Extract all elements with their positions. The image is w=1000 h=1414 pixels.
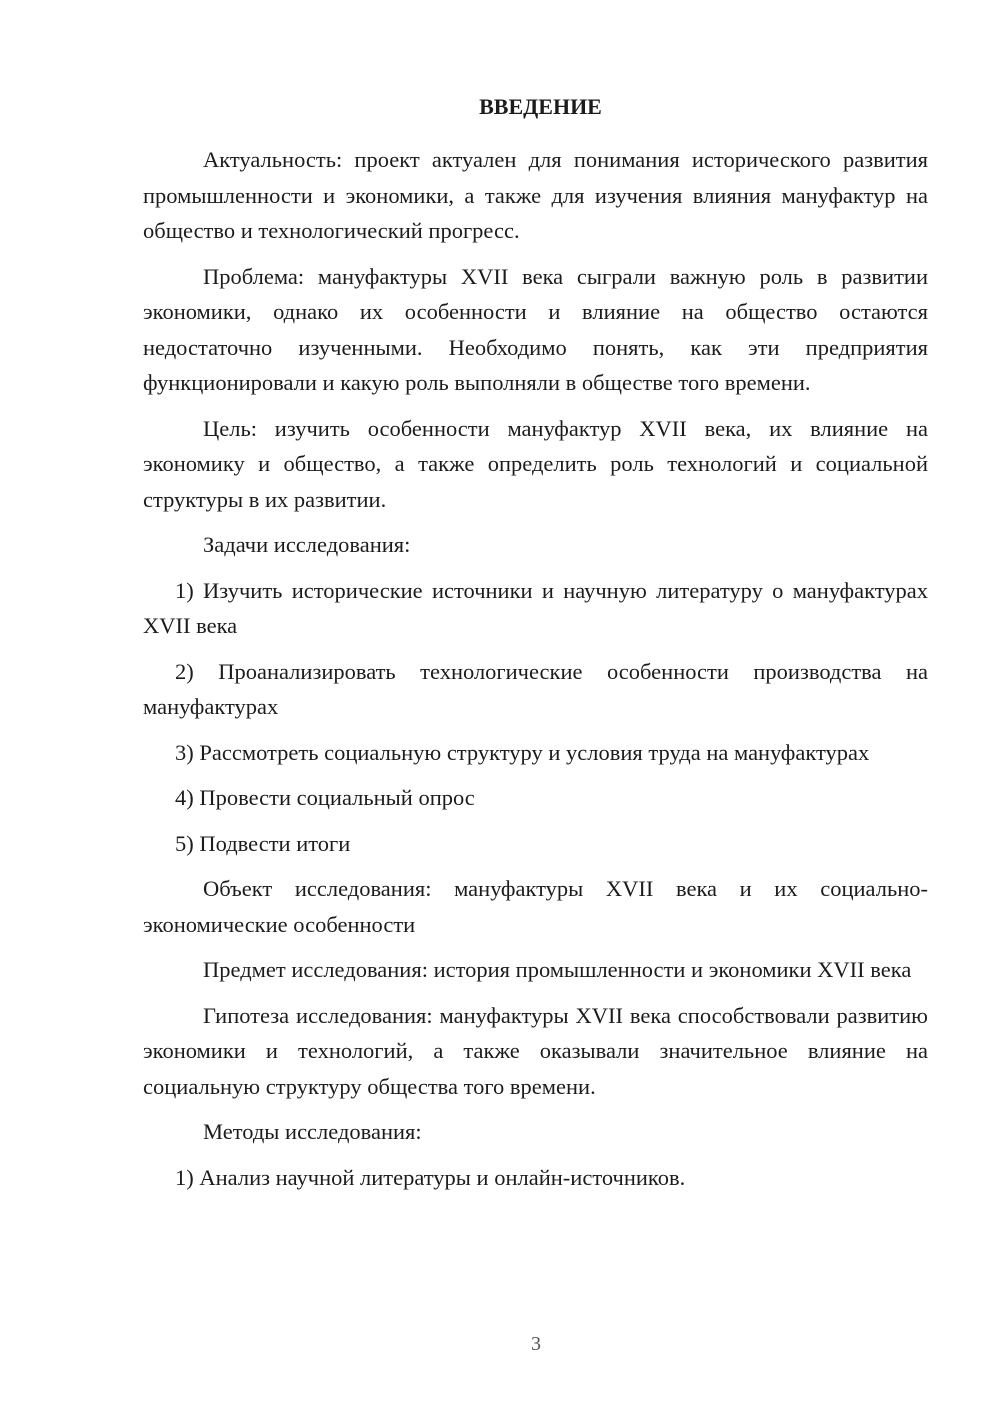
method-item-1: 1) Анализ научной литературы и онлайн-источников. <box>175 1164 686 1190</box>
task-item-4: 4) Провести социальный опрос <box>175 785 475 810</box>
section-title: ВВЕДЕНИЕ <box>479 94 602 119</box>
paragraph-subject: Предмет исследования: история промышленности и экономики XVII века <box>203 957 912 982</box>
page-number: 3 <box>531 1333 541 1355</box>
paragraph-relevance: Актуальность: проект актуален для понимания исторического развития промышленности и экономики, а также для изучения влияния мануфактур на общество и технологический прогресс. <box>143 147 928 243</box>
task-item-5: 5) Подвести итоги <box>175 830 351 856</box>
tasks-heading: Задачи исследования: <box>203 532 411 557</box>
task-item-2: 2) Проанализировать технологические особенности производства на мануфактурах <box>143 658 928 719</box>
task-item-3: 3) Рассмотреть социальную структуру и условия труда на мануфактурах <box>175 739 870 765</box>
task-item-1: 1) Изучить исторические источники и научную литературу о мануфактурах XVII века <box>143 577 928 638</box>
paragraph-goal: Цель: изучить особенности мануфактур XVII века, их влияние на экономику и общество, а также определить роль технологий и социальной структуры в их развитии. <box>143 415 928 512</box>
paragraph-hypothesis: Гипотеза исследования: мануфактуры XVII века способствовали развитию экономики и технологий, а также оказывали значительное влияние на социальную структуру общества того времени. <box>143 1002 928 1099</box>
methods-heading: Методы исследования: <box>203 1119 422 1144</box>
paragraph-problem: Проблема: мануфактуры XVII века сыграли важную роль в развитии экономики, однако их особенности и влияние на общество остаются недостаточно изученными. Необходимо понять, как эти предприятия функционировали и какую роль выполняли в обществе того времени. <box>143 263 928 395</box>
document-page <box>143 92 928 1205</box>
paragraph-object: Объект исследования: мануфактуры XVII века и их социально-экономические особенности <box>143 876 928 937</box>
